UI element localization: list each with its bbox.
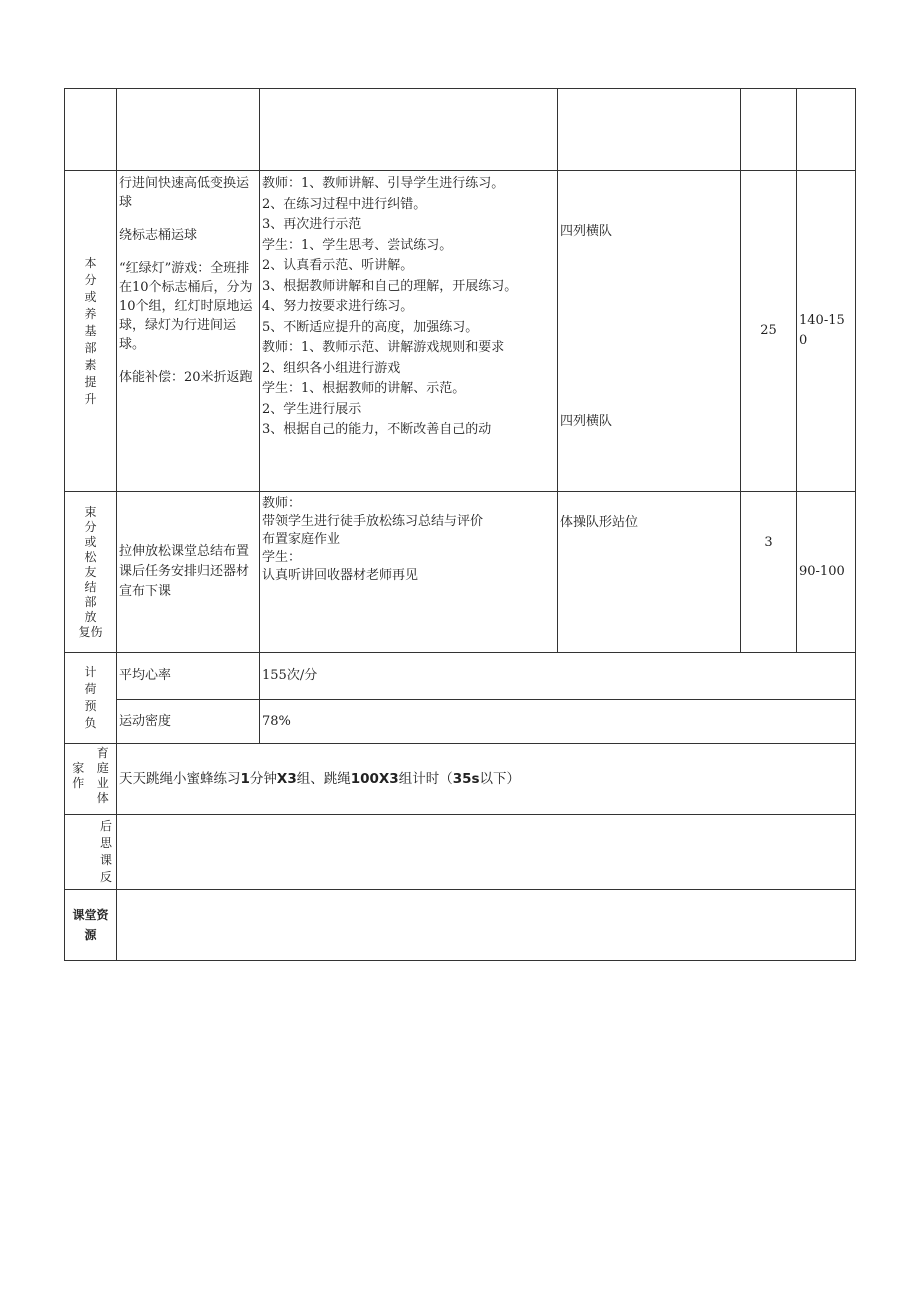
end-section-time [741, 492, 797, 653]
label-char: 庭 [96, 761, 109, 775]
method-line: 2、认真看示范、听讲解。 [262, 258, 414, 273]
resources-content [117, 890, 856, 961]
label-char: 计 [84, 665, 97, 679]
method-line: 认真听讲回收器材老师再见 [262, 568, 419, 583]
label-char: 后 [99, 819, 112, 833]
method-line: 3、根据自己的能力，不断改善自己的动 [262, 422, 492, 437]
homework-part: 分钟 [249, 771, 277, 787]
resources-row [65, 890, 856, 961]
basic-section-content [117, 171, 260, 492]
label-char: 反 [99, 870, 112, 884]
homework-text [117, 744, 856, 815]
empty-cell [797, 89, 856, 171]
density-label: 运动密度 [117, 700, 260, 744]
end-section-formation [558, 492, 741, 653]
label-char: 养 [84, 306, 97, 321]
load-row-avg-hr [65, 653, 856, 700]
label-char: 荷 [84, 682, 97, 696]
label-line: 源 [84, 928, 97, 942]
content-item: “红绿灯”游戏：全班排在10个标志桶后，分为10个组，红灯时原地运球，绿灯为行进间运球。 [119, 261, 253, 352]
label-char: 松 [84, 549, 97, 564]
label-char: 体 [96, 791, 109, 805]
method-line: 教师：1、教师示范、讲解游戏规则和要求 [262, 340, 505, 355]
lesson-plan-table [64, 88, 856, 961]
label-char: 分 [84, 519, 97, 534]
homework-part: 35s [452, 771, 480, 787]
reflection-content [117, 815, 856, 890]
method-line: 2、学生进行展示 [262, 401, 362, 417]
content-item: 绕标志桶运球 [119, 228, 198, 243]
label-char: 育 [96, 746, 109, 760]
basic-section-heart-rate: 140-150 [797, 171, 856, 492]
method-line: 5、不断适应提升的高度，加强练习。 [262, 319, 479, 335]
label-char: 复伤 [78, 624, 103, 639]
method-line: 3、再次进行示范 [262, 217, 362, 232]
homework-row [65, 744, 856, 815]
content-item: 体能补偿：20米折返跑 [119, 370, 253, 385]
label-char: 基 [84, 323, 97, 338]
end-section-heart-rate: 90-100 [797, 492, 856, 653]
end-section-label [65, 492, 117, 653]
label-char: 本 [84, 255, 97, 270]
method-line: 学生： [262, 550, 302, 565]
label-char: 负 [84, 716, 97, 730]
density-value: 78% [260, 700, 856, 744]
avg-hr-label: 平均心率 [117, 653, 260, 700]
label-char: 思 [99, 836, 112, 850]
formation-label: 四列横队 [560, 224, 613, 239]
method-line: 3、根据教师讲解和自己的理解，开展练习。 [262, 278, 518, 294]
load-label [65, 653, 117, 744]
method-line: 4、努力按要求进行练习。 [262, 299, 414, 314]
time-value: 3 [764, 535, 773, 550]
label-char: 业 [96, 776, 109, 790]
method-line: 2、组织各小组进行游戏 [262, 360, 401, 376]
method-line: 教师： [262, 496, 302, 511]
label-char: 或 [84, 534, 97, 549]
label-char: 课 [99, 853, 112, 867]
basic-section-formation [558, 171, 741, 492]
homework-part: 100X3 [350, 771, 399, 787]
reflection-label [65, 815, 117, 890]
method-line: 学生：1、根据教师的讲解、示范。 [262, 381, 466, 396]
basic-section-row [65, 171, 856, 492]
resources-label [65, 890, 117, 961]
basic-section-label [65, 171, 117, 492]
empty-cell [117, 89, 260, 171]
homework-part: 以下） [479, 771, 521, 787]
homework-label [65, 744, 117, 815]
empty-cell [65, 89, 117, 171]
label-char: 家 [72, 761, 85, 775]
label-char: 友 [84, 564, 97, 579]
homework-part: 组、跳绳 [296, 771, 351, 787]
label-char: 作 [72, 776, 85, 790]
method-line: 布置家庭作业 [262, 532, 341, 547]
empty-cell [260, 89, 558, 171]
label-char: 结 [84, 579, 97, 594]
empty-top-row [65, 89, 856, 171]
basic-section-methods [260, 171, 558, 492]
empty-cell [558, 89, 741, 171]
label-char: 升 [84, 391, 97, 406]
label-char: 部 [84, 340, 97, 355]
label-char: 束 [84, 504, 97, 519]
content-item: 行进间快速高低变换运球 [119, 176, 250, 210]
homework-part: 组计时（ [398, 771, 453, 787]
label-char: 提 [84, 374, 97, 389]
label-line: 课堂资 [72, 908, 109, 922]
label-char: 部 [84, 594, 97, 609]
end-section-content: 拉伸放松课堂总结布置课后任务安排归还器材宣布下课 [117, 492, 260, 653]
end-section-methods [260, 492, 558, 653]
label-char: 素 [84, 357, 97, 372]
label-char: 或 [84, 289, 97, 304]
method-line: 学生：1、学生思考、尝试练习。 [262, 237, 453, 253]
label-char: 预 [84, 699, 97, 713]
end-section-row [65, 492, 856, 653]
homework-part: 天天跳绳小蜜蜂练习 [119, 771, 241, 787]
homework-part: X3 [276, 771, 297, 787]
formation-label: 四列横队 [560, 414, 613, 429]
empty-cell [741, 89, 797, 171]
method-line: 带领学生进行徒手放松练习总结与评价 [262, 514, 484, 529]
method-line: 2、在练习过程中进行纠错。 [262, 196, 427, 212]
method-line: 教师：1、教师讲解、引导学生进行练习。 [262, 176, 505, 191]
load-row-density [65, 700, 856, 744]
basic-section-time: 25 [741, 171, 797, 492]
homework-part: 1 [240, 771, 250, 787]
reflection-row [65, 815, 856, 890]
avg-hr-value: 155次/分 [260, 653, 856, 700]
label-char: 分 [84, 272, 97, 287]
formation-label: 体操队形站位 [560, 515, 639, 530]
label-char: 放 [84, 609, 97, 624]
